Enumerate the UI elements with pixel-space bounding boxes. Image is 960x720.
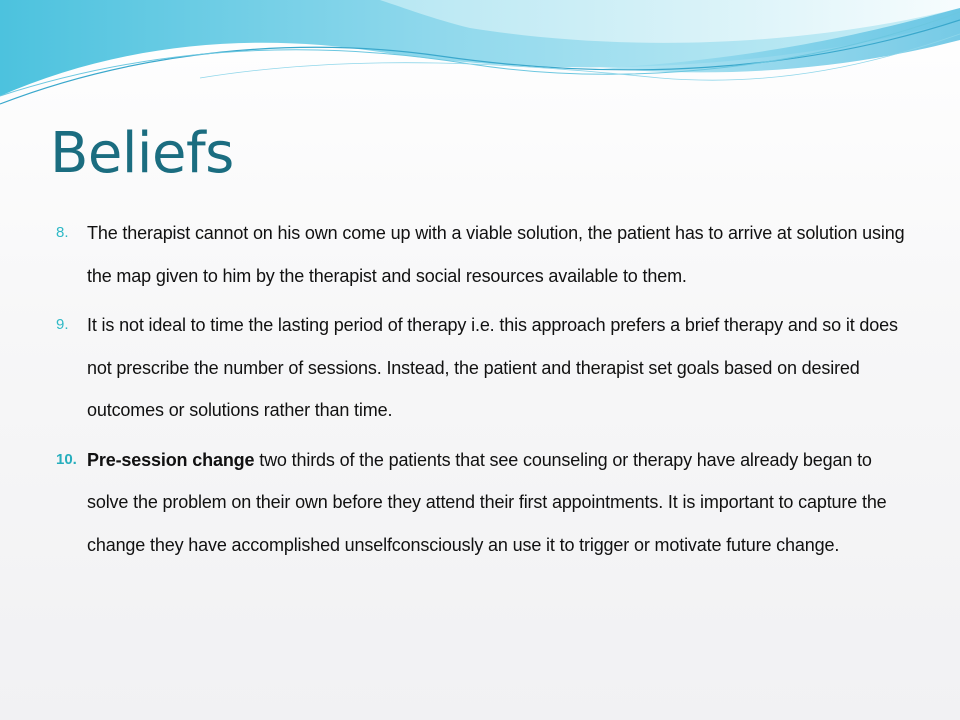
wave-header-decoration [0,0,960,120]
slide-title: Beliefs [50,121,234,186]
item-lead-bold: Pre-session change [87,449,255,470]
item-number: 8. [56,224,69,241]
list-item [56,304,906,432]
item-text: It is not ideal to time the lasting period of therapy i.e. this approach prefers a brief therapy and so it does not prescribe the number of sessions. Instead, the patient and therapist set goals based on desired outcomes or solutions rather than time. [87,315,898,420]
list-item [56,439,906,567]
list-item [56,212,906,297]
item-text: The therapist cannot on his own come up with a viable solution, the patient has to arrive at solution using the map given to him by the therapist and social resources available to them. [87,223,905,286]
item-number: 9. [56,316,69,333]
item-text: two thirds of the patients that see counseling or therapy have already began to solve the problem on their own before they attend their first appointments. It is important to capture the change they have accomplished unselfconsciously an use it to trigger or motivate future change. [87,449,887,555]
belief-list [56,212,906,573]
item-text-container [87,439,906,567]
item-number: 10. [56,450,77,468]
